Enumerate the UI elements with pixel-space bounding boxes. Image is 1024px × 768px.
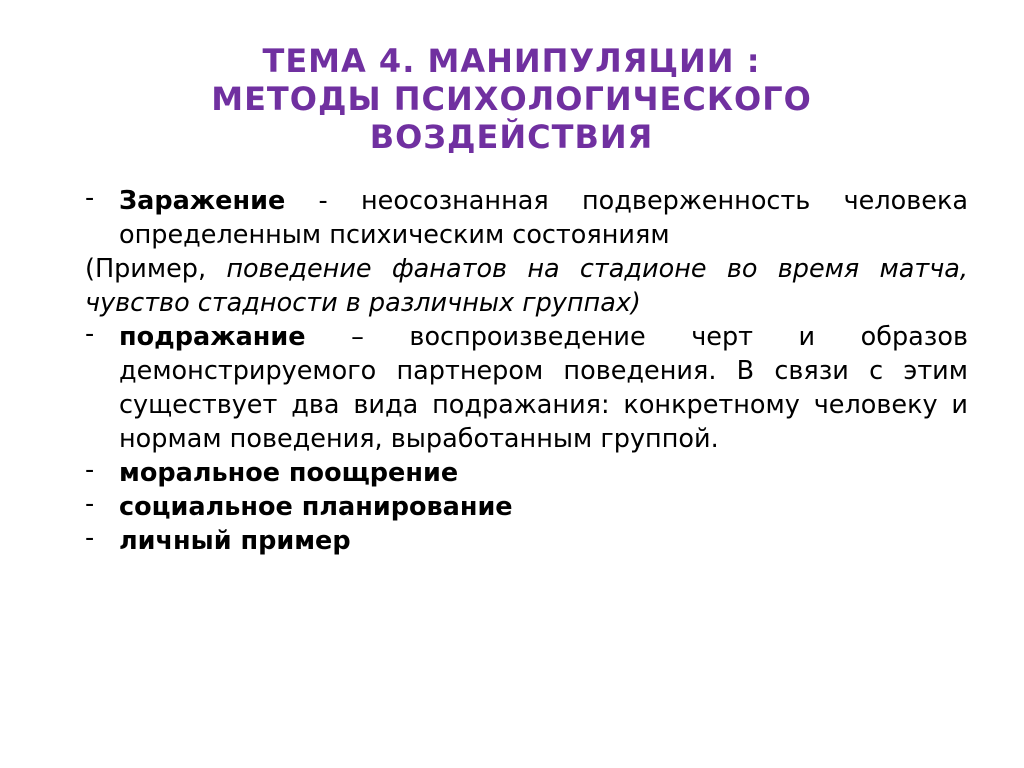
bullet-dash: - <box>85 183 95 213</box>
definition-contagion: - неосознанная подверженность человека определенным психическим состояниям <box>119 186 968 250</box>
list-item-imitation <box>85 320 968 456</box>
term-imitation: подражание <box>119 322 306 352</box>
term-social-planning: социальное планирование <box>119 492 513 522</box>
slide-content <box>85 184 968 558</box>
example-text: поведение фанатов на стадионе во время матча, чувство стадности в различных группах) <box>85 254 968 318</box>
list-item-personal-example <box>85 524 968 558</box>
title-line-1: ТЕМА 4. МАНИПУЛЯЦИИ : <box>262 42 761 80</box>
list-item-social-planning <box>85 490 968 524</box>
term-moral-encouragement: моральное поощрение <box>119 458 459 488</box>
bullet-dash: - <box>85 523 95 553</box>
title-line-3: ВОЗДЕЙСТВИЯ <box>369 118 654 156</box>
bullet-dash: - <box>85 455 95 485</box>
title-line-2: МЕТОДЫ ПСИХОЛОГИЧЕСКОГО <box>211 80 812 118</box>
slide-title <box>55 42 968 156</box>
example-prefix: (Пример, <box>85 254 227 284</box>
list-item-moral-encouragement <box>85 456 968 490</box>
bullet-dash: - <box>85 489 95 519</box>
term-contagion: Заражение <box>119 186 286 216</box>
definition-imitation: – воспроизведение черт и образов демонстрируемого партнером поведения. В связи с этим существует два вида подражания: конкретному человеку и нормам поведения, выработанным группой. <box>119 322 968 454</box>
term-personal-example: личный пример <box>119 526 351 556</box>
bullet-dash: - <box>85 319 95 349</box>
list-item-contagion <box>85 184 968 252</box>
example-paragraph <box>85 252 968 320</box>
